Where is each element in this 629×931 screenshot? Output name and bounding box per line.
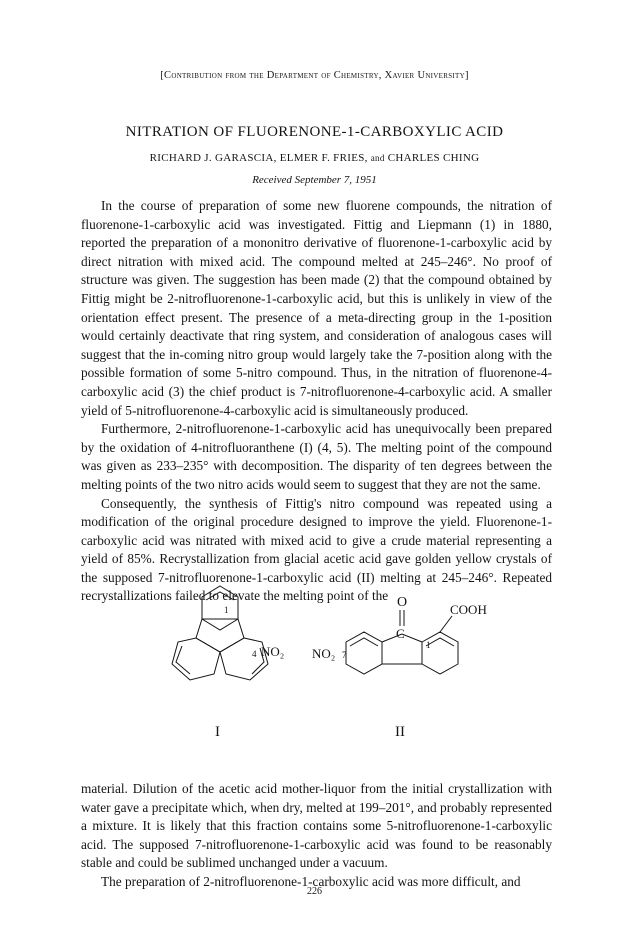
body-text-top xyxy=(81,197,552,606)
structure-i-label: I xyxy=(215,724,220,740)
author-last: CHARLES CHING xyxy=(387,152,480,164)
author-and: and xyxy=(370,153,385,163)
structure-i xyxy=(172,586,268,680)
author-line xyxy=(0,152,629,164)
structure-ii-position-1: 1 xyxy=(426,640,431,650)
structure-ii xyxy=(346,610,458,674)
structure-ii-acid: COOH xyxy=(450,602,487,617)
structure-ii-oxygen: O xyxy=(397,595,408,610)
article-title: NITRATION OF FLUORENONE-1-CARBOXYLIC ACID xyxy=(125,124,504,140)
paragraph-2: Furthermore, 2-nitrofluorenone-1-carboxylic acid has unequivocally been prepared by the oxidation of 4-nitrofluoranthene (I) (4, 5). The melting point of the compound was given as 233–235° with decomposition. The disparity of ten degrees between the melting points of the two nitro acids would seem to suggest that they are not the same. xyxy=(81,421,552,492)
structure-i-position-1: 1 xyxy=(224,605,229,615)
structure-ii-position-7: 7 xyxy=(342,650,347,660)
structure-i-nitro: NO₂ xyxy=(261,644,285,659)
paragraph-4: material. Dilution of the acetic acid mother-liquor from the initial crystallization with water gave a precipitate which, when dry, melted at 199–201°, and probably represented a mixture. It is likely that this fraction contains some 5-nitrofluorenone-1-carboxylic acid. The supposed 7-nitrofluorenone-1-carboxylic acid was found to be reasonably stable and could be sublimed unchanged under a vacuum. xyxy=(81,781,552,871)
body-text-bottom xyxy=(81,780,552,892)
structure-ii-nitro: NO₂ xyxy=(312,646,336,661)
chemical-structures xyxy=(110,576,530,774)
structure-ii-label: II xyxy=(395,724,405,740)
contribution-line: [Contribution from the Department of Chemistry, Xavier University] xyxy=(160,70,469,81)
paragraph-1: In the course of preparation of some new fluorene compounds, the nitration of fluorenone-1-carboxylic acid was investigated. Fittig and Liepmann (1) in 1880, reported the preparation of a mononitro derivative of fluorenone-1-carboxylic acid by direct nitration with mixed acid. The compound melted at 245–246°. No proof of structure was given. The suggestion has been made (2) that the compound obtained by Fittig might be 2-nitrofluorenone-1-carboxylic acid, but this is unlikely in view of the orientation effect present. The presence of a meta-directing group in the 1-position would certainly deactivate that ring system, and consideration of analogous cases will suggest that the in-coming nitro group would largely take the 7-position along with the possible formation of some 5-nitro compound. Thus, in the nitration of fluorenone-4-carboxylic acid (3) the chief product is 7-nitrofluorenone-4-carboxylic acid. A smaller yield of 5-nitrofluorenone-4-carboxylic acid is simultaneously produced. xyxy=(81,198,552,418)
structure-ii-carbon: C xyxy=(396,626,405,641)
paragraph-3: Consequently, the synthesis of Fittig's nitro compound was repeated using a modification of the original procedure designed to improve the yield. Fluorenone-1-carboxylic acid was nitrated with mixed acid to give a crude material representing a yield of 85%. Recrystallization from glacial acetic acid gave golden yellow crystals of the supposed 7-nitrofluorenone-1-carboxylic acid (II) melting at 245–246°. Repeated recrystallizations failed to elevate the melting point of the xyxy=(81,495,552,604)
author-names: RICHARD J. GARASCIA, ELMER F. FRIES, xyxy=(149,152,368,164)
page-number: 226 xyxy=(307,886,322,897)
structure-i-position-4: 4 xyxy=(252,649,257,659)
paragraph-5: The preparation of 2-nitrofluorenone-1-carboxylic acid was more difficult, and xyxy=(101,873,521,889)
received-date: Received September 7, 1951 xyxy=(252,174,377,186)
